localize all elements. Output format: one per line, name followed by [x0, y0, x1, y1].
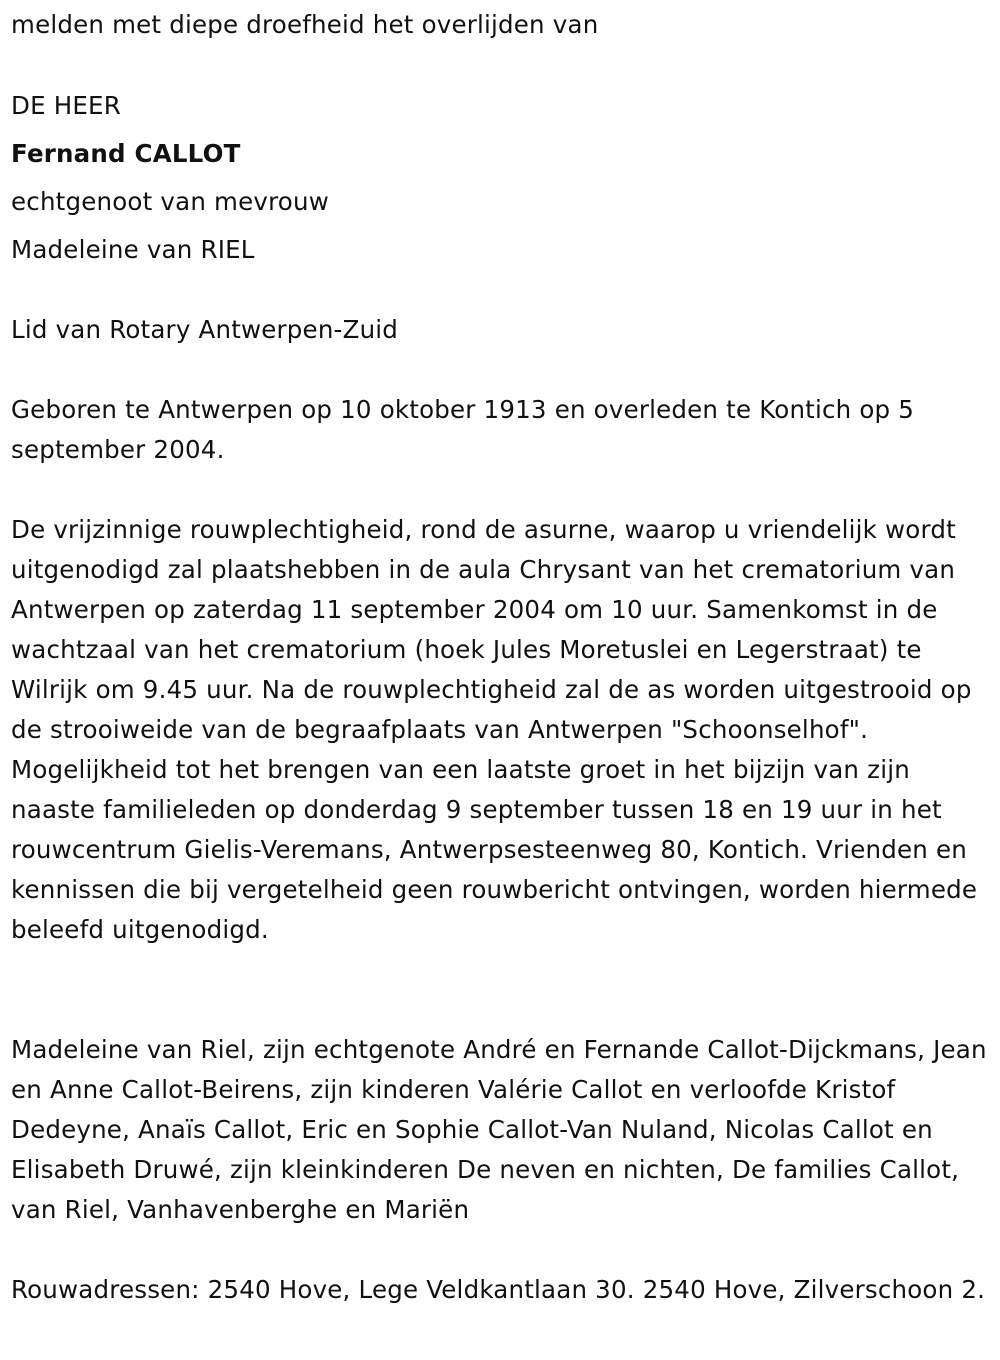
birth-death-paragraph: Geboren te Antwerpen op 10 oktober 1913 en overleden te Kontich op 5 september 2004.: [11, 395, 915, 464]
ceremony-paragraph: De vrijzinnige rouwplechtigheid, rond de asurne, waarop u vriendelijk wordt uitgenodigd zal plaatshebben in de aula Chrysant van het crematorium van Antwerpen op zaterdag 11 september 2004 om 10 uur. Samenkomst in de wachtzaal van het crematorium (hoek Jules Moretuslei en Legerstraat) te Wilrijk om 9.45 uur. Na de rouwplechtigheid zal de as worden uitgestrooid op de strooiweide van de begraafplaats van Antwerpen "Schoonselhof". Mogelijkheid tot het brengen van een laatste groet in het bijzijn van zijn naaste familieleden op donderdag 9 september tussen 18 en 19 uur in het rouwcentrum Gielis-Veremans, Antwerpsesteenweg 80, Kontich. Vrienden en kennissen die bij vergetelheid geen rouwbericht ontvingen, worden hiermede beleefd uitgenodigd.: [11, 515, 978, 944]
address-paragraph: Rouwadressen: 2540 Hove, Lege Veldkantlaan 30. 2540 Hove, Zilverschoon 2.: [11, 1275, 986, 1304]
honorific-title: DE HEER: [11, 91, 121, 120]
spouse-label: echtgenoot van mevrouw: [11, 187, 329, 216]
family-paragraph: Madeleine van Riel, zijn echtgenote André en Fernande Callot-Dijckmans, Jean en Anne Callot-Beirens, zijn kinderen Valérie Callot en verloofde Kristof Dedeyne, Anaïs Callot, Eric en Sophie Callot-Van Nuland, Nicolas Callot en Elisabeth Druwé, zijn kleinkinderen De neven en nichten, De families Callot, van Riel, Vanhavenberghe en Mariën: [11, 1035, 987, 1224]
spouse-name: Madeleine van RIEL: [11, 235, 255, 264]
membership-line: Lid van Rotary Antwerpen-Zuid: [11, 315, 399, 344]
deceased-name: Fernand CALLOT: [11, 139, 241, 168]
intro-line: melden met diepe droefheid het overlijden van: [11, 10, 599, 39]
